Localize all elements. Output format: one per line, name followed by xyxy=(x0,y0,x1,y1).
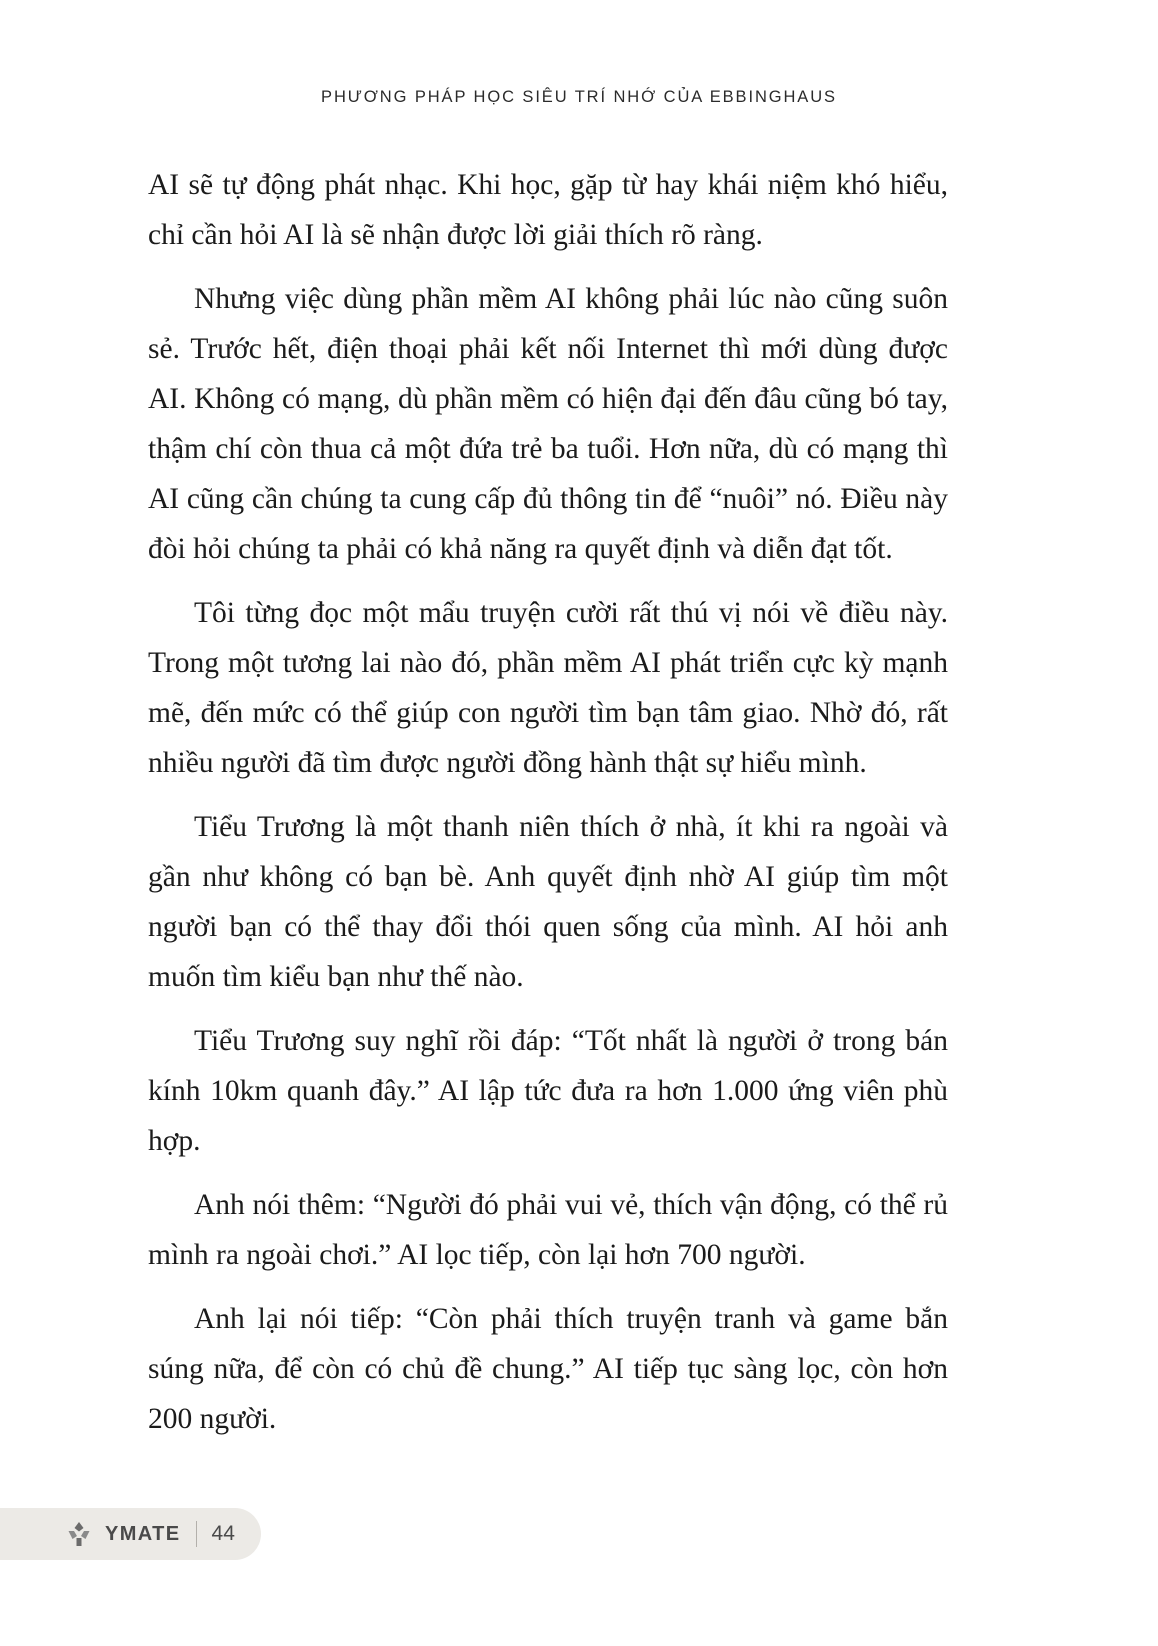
footer-brand: YMATE xyxy=(105,1522,181,1545)
page-number: 44 xyxy=(211,1522,235,1545)
paragraph: Tôi từng đọc một mẩu truyện cười rất thú vị nói về điều này. Trong một tương lai nào đó, phần mềm AI phát triển cực kỳ mạnh mẽ, đến mức có thể giúp con người tìm bạn tâm giao. Nhờ đó, rất nhiều người đã tìm được người đồng hành thật sự hiểu mình. xyxy=(148,597,948,779)
footer-divider xyxy=(196,1521,197,1547)
body-text-column xyxy=(148,160,948,1458)
paragraph: Tiểu Trương suy nghĩ rồi đáp: “Tốt nhất là người ở trong bán kính 10km quanh đây.” AI lập tức đưa ra hơn 1.000 ứng viên phù hợp. xyxy=(148,1025,948,1157)
page-footer xyxy=(0,1508,261,1560)
paragraph: Nhưng việc dùng phần mềm AI không phải lúc nào cũng suôn sẻ. Trước hết, điện thoại phải kết nối Internet thì mới dùng được AI. Không có mạng, dù phần mềm có hiện đại đến đâu cũng bó tay, thậm chí còn thua cả một đứa trẻ ba tuổi. Hơn nữa, dù có mạng thì AI cũng cần chúng ta cung cấp đủ thông tin để “nuôi” nó. Điều này đòi hỏi chúng ta phải có khả năng ra quyết định và diễn đạt tốt. xyxy=(148,283,948,565)
paragraph: Tiểu Trương là một thanh niên thích ở nhà, ít khi ra ngoài và gần như không có bạn bè. Anh quyết định nhờ AI giúp tìm một người bạn có thể thay đổi thói quen sống của mình. AI hỏi anh muốn tìm kiểu bạn như thế nào. xyxy=(148,811,948,993)
ymate-logo-icon xyxy=(64,1519,94,1549)
paragraph: AI sẽ tự động phát nhạc. Khi học, gặp từ hay khái niệm khó hiểu, chỉ cần hỏi AI là sẽ nhận được lời giải thích rõ ràng. xyxy=(148,169,948,251)
paragraph: Anh nói thêm: “Người đó phải vui vẻ, thích vận động, có thể rủ mình ra ngoài chơi.” AI lọc tiếp, còn lại hơn 700 người. xyxy=(148,1189,948,1271)
paragraph: Anh lại nói tiếp: “Còn phải thích truyện tranh và game bắn súng nữa, để còn có chủ đề chung.” AI tiếp tục sàng lọc, còn hơn 200 người. xyxy=(148,1303,948,1435)
running-head: PHƯƠNG PHÁP HỌC SIÊU TRÍ NHỚ CỦA EBBINGHAUS xyxy=(321,88,837,106)
